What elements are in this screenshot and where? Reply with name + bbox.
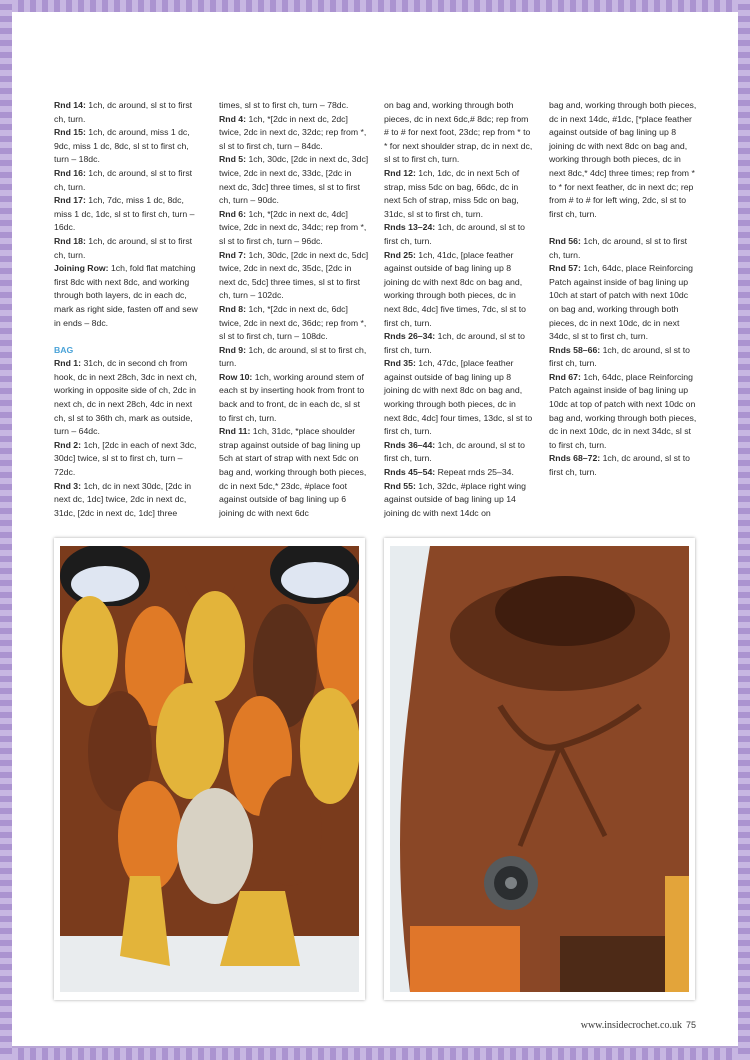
round-label: Rnd 2: [54, 439, 82, 450]
round-label: Rnd 9: [219, 344, 247, 355]
left-border [0, 0, 12, 1060]
instruction-text: 1ch, 47dc, [place feather against outside of bag lining up 8 joining dc with next 8dc on bag and, working through both pieces, dc in next 8dc, 4dc] four times, 13dc, sl st to first ch, turn. [384, 358, 533, 437]
instruction-text: 1ch, dc around, miss 1 dc, 9dc, miss 1 dc, 8dc, sl st to first ch, turn – 18dc. [54, 127, 190, 165]
instruction-text: 1ch, 64dc, place Reinforcing Patch against inside of bag lining up 10dc at top of patch with next 10dc on bag and, working through both pieces, dc in next 10dc, dc in next 34dc, sl st to first ch, turn. [549, 371, 697, 450]
pattern-instruction [384, 167, 534, 221]
pattern-instruction [54, 439, 204, 480]
pattern-instruction [219, 303, 369, 344]
round-label: Rnds 13–24: [384, 222, 436, 233]
round-label: Rnd 56: [549, 235, 581, 246]
instruction-text: 1ch, fold flat matching first 8dc with next 8dc, and working through both layers, dc in each dc, mark as right side, fasten off and sew in ends – 8dc. [54, 263, 198, 328]
instruction-text: 1ch, dc around, sl st to first ch, turn. [384, 331, 526, 355]
pattern-instruction [384, 357, 534, 439]
pattern-instruction [219, 99, 369, 113]
text-column-2 [219, 99, 369, 520]
round-label: Rnds 68–72: [549, 453, 601, 464]
section-heading: BAG [54, 344, 74, 355]
round-label: Rnd 8: [219, 303, 247, 314]
instruction-text: 1ch, dc around, sl st to first ch, turn. [219, 344, 367, 369]
instruction-text: times, sl st to first ch, turn – 78dc. [219, 100, 349, 110]
round-label: Row 10: [219, 371, 253, 382]
instruction-text: 1ch, [2dc in each of next 3dc, 30dc] twice, sl st to first ch, turn – 72dc. [54, 439, 197, 478]
round-label: Rnd 4: [219, 113, 247, 124]
paragraph-gap [549, 221, 699, 235]
instruction-text: 1ch, 31dc, *place shoulder strap against outside of bag lining up 5ch at start of strap with next 5dc on bag and, working through both pieces, dc in next 5dc,* 23dc, #place foot against outside of bag lining up 6 joining dc with next 6dc [219, 426, 367, 518]
pattern-instruction [54, 194, 204, 235]
round-label: Joining Row: [54, 263, 109, 274]
pattern-instruction [54, 126, 204, 167]
round-label: Rnd 57: [549, 263, 581, 274]
pattern-instruction [219, 113, 369, 154]
round-label: Rnd 12: [384, 167, 416, 178]
pattern-instruction [219, 425, 369, 520]
pattern-instruction [384, 480, 534, 521]
bottom-border [0, 1048, 750, 1060]
pattern-instruction [549, 371, 699, 453]
instruction-text: 1ch, 7dc, miss 1 dc, 8dc, miss 1 dc, 1dc, sl st to first ch, turn – 16dc. [54, 195, 195, 233]
round-label: Rnd 14: [54, 100, 86, 110]
pattern-instruction [549, 344, 699, 371]
pattern-instruction [54, 480, 204, 521]
pattern-instruction [54, 235, 204, 262]
round-label: Rnd 25: [384, 249, 416, 260]
round-label: Rnds 58–66: [549, 344, 601, 355]
bag-drawstring-illustration [390, 546, 689, 992]
round-label: Rnd 67: [549, 371, 581, 382]
pattern-instruction [54, 262, 204, 330]
instruction-text: 1ch, dc in next 30dc, [2dc in next dc, 1dc] twice, 2dc in next dc, 31dc, [2dc in next dc, 1dc] three [54, 480, 192, 518]
instruction-text: Repeat rnds 25–34. [435, 467, 514, 478]
page-number: 75 [685, 1020, 696, 1030]
owl-feathers-illustration [60, 546, 359, 992]
text-column-4 [549, 99, 699, 480]
pattern-instruction [384, 99, 534, 167]
pattern-instruction [549, 235, 699, 262]
instruction-text: 1ch, dc around, sl st to first ch, turn. [549, 344, 691, 369]
pattern-instruction [384, 330, 534, 357]
round-label: Rnd 6: [219, 208, 247, 219]
instruction-text: 1ch, 41dc, [place feather against outside of bag lining up 8 joining dc with next 8dc on bag and, working through both pieces, dc in next 8dc, 4dc] five times, 7dc, sl st to first ch, turn. [384, 249, 526, 328]
pattern-instruction [54, 167, 204, 194]
page-footer [581, 1020, 696, 1031]
website-link[interactable]: www.insidecrochet.co.uk [580, 1020, 682, 1031]
instruction-text: 1ch, 64dc, place Reinforcing Patch against inside of bag lining up 10ch at start of patch with next 10dc on bag and, working through both pieces, dc in next 10dc, dc in next 34dc, sl st to first ch, turn. [549, 263, 693, 342]
instruction-text: 1ch, working around stem of each st by inserting hook from front to back and to front, dc in each dc, sl st to first ch, turn. [219, 371, 365, 423]
bag-drawstring-photo [384, 538, 695, 1000]
instruction-text: 1ch, 32dc, #place right wing against outside of bag lining up 14 joining dc with next 14dc on [384, 480, 526, 518]
pattern-instruction [384, 466, 534, 480]
pattern-instruction [219, 208, 369, 249]
instruction-text: 1ch, dc around, sl st to first ch, turn. [549, 235, 688, 260]
round-label: Rnd 55: [384, 480, 416, 491]
pattern-instruction [54, 99, 204, 126]
instruction-text: 31ch, dc in second ch from hook, dc in next 28ch, 3dc in next ch, working in opposite side of ch, 2dc in next ch, dc in next 28ch, 4dc in next ch, sl st to 36th ch, mark as outside, turn – 64dc. [54, 358, 197, 437]
instruction-text: 1ch, *[2dc in next dc, 4dc] twice, 2dc in next dc, 34dc; rep from *, sl st to first ch, turn – 96dc. [219, 208, 367, 246]
instruction-text: 1ch, dc around, sl st to first ch, turn. [384, 222, 526, 246]
pattern-instruction [384, 249, 534, 331]
instruction-text: 1ch, dc around, sl st to first ch, turn. [384, 439, 526, 464]
instruction-text: on bag and, working through both pieces, dc in next 6dc,# 8dc; rep from # to # for next foot, 23dc; rep from * to * for next shoulder strap, dc in next dc, sl st to first ch, turn. [384, 100, 533, 165]
round-label: Rnd 15: [54, 127, 86, 138]
round-label: Rnd 1: [54, 358, 82, 369]
instruction-text: 1ch, dc around, sl st to first ch, turn. [54, 235, 193, 260]
pattern-instruction [219, 344, 369, 371]
pattern-instruction [219, 371, 369, 425]
instruction-text: 1ch, dc around, sl st to first ch, turn. [549, 453, 691, 478]
pattern-instruction [384, 221, 534, 248]
round-label: Rnds 45–54: [384, 467, 436, 478]
round-label: Rnd 5: [219, 154, 247, 165]
pattern-instruction [219, 249, 369, 303]
round-label: Rnds 36–44: [384, 439, 436, 450]
instruction-text: 1ch, 30dc, [2dc in next dc, 3dc] twice, 2dc in next dc, 33dc, [2dc in next dc, 3dc] three times, sl st to first ch, turn – 90dc. [219, 154, 369, 206]
round-label: Rnds 26–34: [384, 331, 436, 342]
top-border [0, 0, 750, 12]
pattern-instruction [549, 452, 699, 479]
pattern-instruction [549, 99, 699, 221]
pattern-instruction [219, 153, 369, 207]
instruction-text: 1ch, *[2dc in next dc, 6dc] twice, 2dc in next dc, 36dc; rep from *, sl st to first ch, turn – 108dc. [219, 303, 367, 342]
round-label: Rnd 11: [219, 426, 251, 437]
instruction-text: bag and, working through both pieces, dc in next 14dc, #1dc, [*place feather against outside of bag lining up 8 joining dc with next 8dc on bag and, working through both pieces, dc in next 8dc,* 4dc] three times; rep from * to * for next feather, dc in next dc; rep from # to # for left wing, 2dc, sl st to first ch, turn. [549, 100, 697, 219]
instruction-text: 1ch, 30dc, [2dc in next dc, 5dc] twice, 2dc in next dc, 35dc, [2dc in next dc, 5dc] three times, sl st to first ch, turn – 102dc. [219, 249, 369, 301]
round-label: Rnd 16: [54, 167, 86, 178]
instruction-text: 1ch, dc around, sl st to first ch, turn. [54, 167, 193, 192]
pattern-instruction [384, 439, 534, 466]
right-border [738, 0, 750, 1060]
text-column-1 [54, 99, 204, 520]
pattern-instruction [549, 262, 699, 344]
paragraph-gap [54, 330, 204, 344]
instruction-text: 1ch, *[2dc in next dc, 2dc] twice, 2dc in next dc, 32dc; rep from *, sl st to first ch, turn – 84dc. [219, 113, 367, 151]
round-label: Rnd 18: [54, 235, 86, 246]
round-label: Rnd 35: [384, 358, 416, 369]
pattern-instruction [54, 357, 204, 439]
round-label: Rnd 3: [54, 480, 82, 491]
text-column-3 [384, 99, 534, 520]
round-label: Rnd 7: [219, 249, 247, 260]
owl-feathers-photo [54, 538, 365, 1000]
instruction-text: 1ch, 1dc, dc in next 5ch of strap, miss 5dc on bag, 66dc, dc in next 5ch of strap, miss 5dc on bag, 31dc, sl st to first ch, turn. [384, 167, 520, 219]
round-label: Rnd 17: [54, 195, 86, 206]
instruction-text: 1ch, dc around, sl st to first ch, turn. [54, 100, 193, 124]
